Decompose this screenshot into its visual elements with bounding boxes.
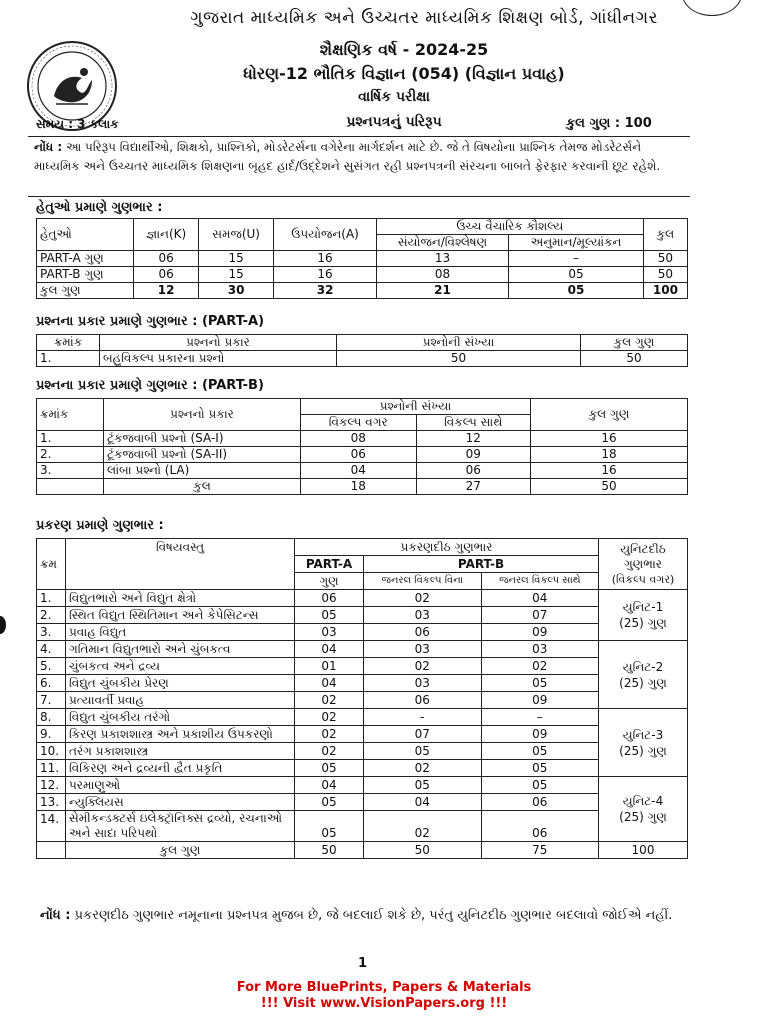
row-label: PART-B ગુણ (37, 267, 134, 283)
cell: – (481, 709, 598, 726)
note-text: પ્રકરણદીઠ ગુણભાર નમૂનાના પ્રશ્નપત્ર મુજબ છે, જે બદલાઈ શકે છે, પરંતુ યુનિટદીઠ ગુણભાર બદલાવો જોઈએ નહીં. (74, 908, 673, 923)
cell: 05 (481, 675, 598, 692)
cell: 3. (37, 624, 66, 641)
cell: 100 (643, 283, 687, 299)
cell: – (509, 251, 644, 267)
exam-title: વાર્ષિક પરીક્ષા (358, 89, 430, 105)
cell: 02 (295, 726, 364, 743)
table-row (37, 431, 688, 447)
note-text: આ પરિરૂપ વિદ્યાર્થીઓ, શિક્ષકો, પ્રાશ્નિકો, મોડરેટર્સના વગેરેના માર્ગદર્શન માટે છે. જે તે વિષયોના પ્રાશ્નિક તેમજ મોડરેટર્સને માધ્યમિક અને ઉચ્ચતર માધ્યમિક શિક્ષણના બૃહદ હાર્દ/ઉદ્દેશને સુસંગત રહી પ્રશ્નપત્રની સંરચના બાબતે ફેરફાર કરવાની છૂટ રહેશે. (34, 140, 661, 173)
divider (28, 196, 690, 197)
total-label: કુલ ગુણ (66, 842, 295, 859)
cell: સ્થિત વિદ્યુત સ્થિતિમાન અને કેપેસિટન્સ (66, 607, 295, 624)
unit-name: યુનિટ-3 (622, 727, 664, 742)
unit-name: યુનિટ-2 (622, 659, 664, 674)
cell: 05 (509, 283, 644, 299)
col-header: ગુણ (295, 573, 364, 590)
cell: 1. (37, 431, 104, 447)
cell: 05 (295, 811, 364, 842)
table-row (37, 709, 688, 726)
part-b-table (36, 398, 688, 495)
cell: 50 (364, 842, 482, 859)
col-header: વિકલ્પ સાથે (416, 415, 531, 431)
cell: 02 (364, 811, 482, 842)
cell: 14. (37, 811, 66, 842)
cell: 05 (295, 607, 364, 624)
cell: 06 (295, 590, 364, 607)
cell: પરમાણુઓ (66, 777, 295, 794)
cell: 04 (295, 777, 364, 794)
table-row (37, 658, 688, 675)
paper-title: પ્રશ્નપત્રનું પરિરૂપ (346, 114, 442, 130)
exam-total-marks: કુલ ગુણ : 100 (566, 116, 652, 131)
cell: 02 (364, 658, 482, 675)
cell: વિકિરણ અને દ્રવ્યની દ્વૈત પ્રકૃતિ (66, 760, 295, 777)
cell: 08 (301, 431, 417, 447)
cell: 06 (134, 251, 199, 267)
table-row (37, 267, 688, 283)
cell: 09 (416, 447, 531, 463)
row-label: PART-A ગુણ (37, 251, 134, 267)
cell: 05 (295, 794, 364, 811)
cell: 5. (37, 658, 66, 675)
total-label: કુલ (104, 479, 301, 495)
cell: વિદ્યુતભારો અને વિદ્યુત ક્ષેત્રો (66, 590, 295, 607)
cell: 50 (531, 479, 688, 495)
cell: 03 (481, 641, 598, 658)
cell (37, 479, 104, 495)
cell: તરંગ પ્રકાશશાસ્ત્ર (66, 743, 295, 760)
academic-year: શૈક્ષણિક વર્ષ - 2024-25 (319, 40, 489, 59)
unit-marks: (25) ગુણ (619, 675, 667, 690)
cell: 100 (599, 842, 688, 859)
table-row (37, 692, 688, 709)
cell: 15 (199, 267, 274, 283)
promo-link[interactable]: !!! Visit www.VisionPapers.org !!! (260, 996, 508, 1011)
unit-cell (599, 641, 688, 709)
table-row (37, 447, 688, 463)
cell: 11. (37, 760, 66, 777)
cell: 02 (364, 760, 482, 777)
objectives-table (36, 218, 688, 299)
cell: 02 (481, 658, 598, 675)
table-row (37, 463, 688, 479)
unit-cell (599, 709, 688, 777)
col-header: PART-B (364, 556, 599, 573)
cell: 05 (481, 743, 598, 760)
cell: 04 (295, 675, 364, 692)
cell: 50 (295, 842, 364, 859)
unit-cell (599, 590, 688, 641)
exam-time: સમય : 3 કલાક (36, 117, 119, 131)
cell: 09 (481, 692, 598, 709)
col-header: જ્ઞાન(K) (134, 219, 199, 251)
unit-weight-label: યુનિટદીઠ ગુણભાર (620, 541, 666, 571)
cell: ટૂંકજવાબી પ્રશ્નો (SA-II) (104, 447, 301, 463)
cell: 02 (364, 590, 482, 607)
col-header: પ્રશ્નનો પ્રકાર (104, 399, 301, 431)
table-row (37, 624, 688, 641)
unit-marks: (25) ગુણ (619, 810, 667, 824)
part-a-title: પ્રશ્નના પ્રકાર પ્રમાણે ગુણભાર : (PART-A) (36, 314, 265, 329)
cell: 50 (643, 251, 687, 267)
cell: 07 (364, 726, 482, 743)
table-row (37, 794, 688, 811)
unit-marks: (25) ગુણ (619, 743, 667, 758)
cell: 13. (37, 794, 66, 811)
cell: 8. (37, 709, 66, 726)
cell: 7. (37, 692, 66, 709)
cell: 05 (364, 777, 482, 794)
punch-hole-mark (0, 616, 6, 634)
col-header: વિષયવસ્તુ (66, 539, 295, 590)
cell: 12. (37, 777, 66, 794)
col-header: પ્રશ્નનો પ્રકાર (100, 335, 337, 351)
cell: પ્રવાહ વિદ્યુત (66, 624, 295, 641)
cell: 18 (301, 479, 417, 495)
cell: 2. (37, 607, 66, 624)
cell: 75 (481, 842, 598, 859)
cell: 50 (643, 267, 687, 283)
cell: 16 (274, 267, 377, 283)
col-header: પ્રશ્નોની સંખ્યા (337, 335, 581, 351)
cell: ગતિમાન વિદ્યુતભારો અને ચુંબકત્વ (66, 641, 295, 658)
cell: 50 (337, 351, 581, 367)
cell: 03 (364, 675, 482, 692)
cell: 1. (37, 590, 66, 607)
table-row (37, 842, 688, 859)
cell: 16 (531, 463, 688, 479)
part-b-title: પ્રશ્નના પ્રકાર પ્રમાણે ગુણભાર : (PART-B) (36, 378, 264, 393)
chapters-title: પ્રકરણ પ્રમાણે ગુણભાર : (36, 518, 164, 533)
cell: 05 (295, 760, 364, 777)
cell: 21 (376, 283, 508, 299)
cell: 4. (37, 641, 66, 658)
cell: ચુંબકત્વ અને દ્રવ્ય (66, 658, 295, 675)
objectives-title: હેતુઓ પ્રમાણે ગુણભાર : (36, 200, 163, 215)
col-header: સમજ(U) (199, 219, 274, 251)
cell: - (364, 709, 482, 726)
cell: 02 (295, 692, 364, 709)
col-header: કુલ ગુણ (581, 335, 688, 351)
cell: 09 (481, 624, 598, 641)
unit-name: યુનિટ-1 (622, 600, 664, 614)
col-header: પ્રકરણદીઠ ગુણભાર (295, 539, 599, 556)
cell: સેમીકન્ડક્ટર્સ ઇલેક્ટ્રૉનિક્સ દ્રવ્યો, રચનાઓ અને સાદા પરિપથો (66, 811, 295, 842)
cell: લાંબા પ્રશ્નો (LA) (104, 463, 301, 479)
unit-name: યુનિટ-4 (622, 794, 664, 808)
table-row (37, 607, 688, 624)
cell: 2. (37, 447, 104, 463)
unit-cell (599, 777, 688, 842)
cell: 10. (37, 743, 66, 760)
table-row (37, 811, 688, 842)
col-header: ક્રમાંક (37, 399, 104, 431)
table-row (37, 777, 688, 794)
col-header: ક્રમાંક (37, 335, 100, 351)
table-row (37, 251, 688, 267)
cell: 13 (376, 251, 508, 267)
promo-line-1: For More BluePrints, Papers & Materials (236, 980, 532, 995)
table-row (37, 283, 688, 299)
col-header: ઉચ્ચ વૈચારિક કૌશલ્ય (376, 219, 643, 235)
col-header: કુલ ગુણ (531, 399, 688, 431)
col-header: જનરલ વિકલ્પ સાથે (481, 573, 598, 590)
cell: 04 (295, 641, 364, 658)
cell: 04 (364, 794, 482, 811)
cell: 50 (581, 351, 688, 367)
col-header: સંયોજન/વિશ્લેષણ (376, 235, 508, 251)
page-number: 1 (358, 956, 368, 971)
cell: 6. (37, 675, 66, 692)
cell: બહુવિકલ્પ પ્રકારના પ્રશ્નો (100, 351, 337, 367)
col-header: જનરલ વિકલ્પ વિના (364, 573, 482, 590)
cell: 16 (274, 251, 377, 267)
cell: 06 (364, 624, 482, 641)
cell: 09 (481, 726, 598, 743)
cell: 27 (416, 479, 531, 495)
cell: 03 (364, 641, 482, 658)
cell: 12 (134, 283, 199, 299)
cell: ન્યુક્લિયસ (66, 794, 295, 811)
table-row (37, 743, 688, 760)
cell: 18 (531, 447, 688, 463)
cell: વિદ્યુત ચુંબકીય પ્રેરણ (66, 675, 295, 692)
cell: 32 (274, 283, 377, 299)
col-header: ઉપયોજન(A) (274, 219, 377, 251)
cell: 16 (531, 431, 688, 447)
col-header: વિકલ્પ વગર (301, 415, 417, 431)
table-row (37, 760, 688, 777)
table-row (37, 641, 688, 658)
cell: 05 (481, 760, 598, 777)
cell: 07 (481, 607, 598, 624)
col-header: કુલ (643, 219, 687, 251)
row-label: કુલ ગુણ (37, 283, 134, 299)
note-bottom (40, 906, 700, 926)
cell: 05 (364, 743, 482, 760)
col-header: હેતુઓ (37, 219, 134, 251)
board-name: ગુજરાત માધ્યમિક અને ઉચ્ચતર માધ્યમિક શિક્ષણ બોર્ડ, ગાંધીનગર (190, 8, 658, 28)
note-top (34, 138, 688, 176)
cell: 04 (301, 463, 417, 479)
cell: 01 (295, 658, 364, 675)
part-a-table (36, 334, 688, 367)
cell: 04 (481, 590, 598, 607)
note-label: નોંધ : (40, 908, 71, 923)
cell: 03 (295, 624, 364, 641)
col-header: પ્રશ્નોની સંખ્યા (301, 399, 531, 415)
cell: પ્રત્યાવર્તી પ્રવાહ (66, 692, 295, 709)
cell: 06 (134, 267, 199, 283)
cell: 06 (481, 794, 598, 811)
subject-title: ધોરણ-12 ભૌતિક વિજ્ઞાન (054) (વિજ્ઞાન પ્રવાહ) (243, 64, 565, 83)
table-row (37, 675, 688, 692)
cell: 12 (416, 431, 531, 447)
cell: વિદ્યુત ચુંબકીય તરંગો (66, 709, 295, 726)
cell: 02 (295, 743, 364, 760)
cell: 15 (199, 251, 274, 267)
cell: 9. (37, 726, 66, 743)
cell: 30 (199, 283, 274, 299)
col-header: PART-A (295, 556, 364, 573)
table-row (37, 726, 688, 743)
cell: 05 (509, 267, 644, 283)
table-row (37, 479, 688, 495)
cell: 3. (37, 463, 104, 479)
cell: 1. (37, 351, 100, 367)
cell (37, 842, 66, 859)
cell: 05 (481, 777, 598, 794)
col-header: ક્રમ (37, 539, 66, 590)
cell: 06 (301, 447, 417, 463)
table-row (37, 590, 688, 607)
cell: 02 (295, 709, 364, 726)
cell: 08 (376, 267, 508, 283)
chapters-table (36, 538, 688, 859)
col-header: અનુમાન/મૂલ્યાંકન (509, 235, 644, 251)
cell: 03 (364, 607, 482, 624)
cell: કિરણ પ્રકાશશાસ્ત્ર અને પ્રકાશીય ઉપકરણો (66, 726, 295, 743)
cell: ટૂંકજવાબી પ્રશ્નો (SA-I) (104, 431, 301, 447)
cell: 06 (364, 692, 482, 709)
cell: 06 (416, 463, 531, 479)
table-row (37, 351, 688, 367)
divider (28, 136, 690, 137)
col-header (599, 539, 688, 590)
note-label: નોંધ : (34, 140, 63, 154)
cell: 06 (481, 811, 598, 842)
unit-marks: (25) ગુણ (619, 616, 667, 630)
unit-weight-sub: (વિકલ્પ વગર) (611, 572, 675, 586)
